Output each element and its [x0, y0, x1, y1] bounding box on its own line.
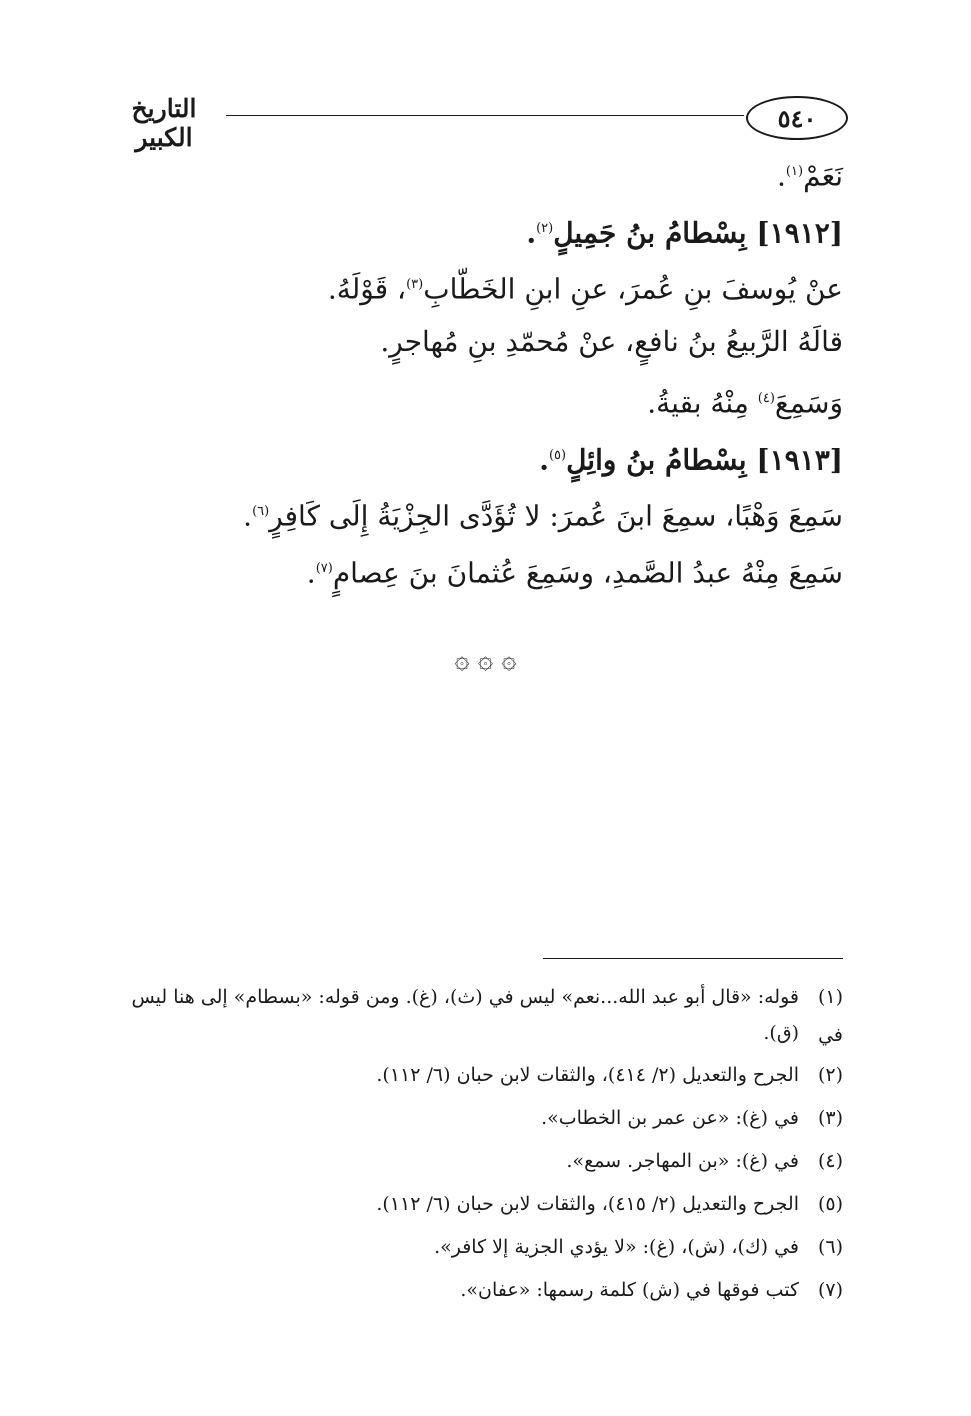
- header-rule: [226, 115, 744, 116]
- text: ، قَوْلَهُ.: [327, 272, 407, 306]
- text-line-1: [123, 150, 843, 198]
- entry-number: [١٩١٢]: [756, 216, 843, 250]
- page-header: [108, 92, 848, 152]
- text: نَعَمْ: [803, 159, 843, 193]
- footnote-text: في (ك)، (ش)، (غ): «لا يؤدي الجزية إلا كافر».: [434, 1236, 799, 1258]
- text-line-3: [123, 263, 843, 311]
- footnote-3: [103, 1099, 843, 1137]
- text-line-4: قالَهُ الرَّبيعُ بنُ نافعٍ، عنْ مُحمّدِ بنِ مُهاجرٍ.: [380, 325, 843, 358]
- footnote-number: (٤): [817, 1150, 843, 1172]
- footnote-text: الجرح والتعديل (٢/ ٤١٤)، والثقات لابن حبان (٦/ ١١٢).: [376, 1064, 799, 1086]
- text: سَمِعَ مِنْهُ عبدُ الصَّمدِ، وسَمِعَ عُثمانَ بنَ عِصامٍ: [332, 556, 843, 590]
- footnote-number: (٥): [817, 1193, 843, 1215]
- footnote-7: [103, 1271, 843, 1309]
- footnote-4: [103, 1142, 843, 1180]
- footnote-ref[interactable]: (٢): [536, 221, 554, 236]
- text-line-7: [123, 490, 843, 538]
- footnote-ref[interactable]: (٧): [315, 561, 333, 576]
- footnote-2: [103, 1056, 843, 1094]
- footnote-ref[interactable]: (٦): [252, 504, 270, 519]
- text: سَمِعَ وَهْبًا، سمِعَ ابنَ عُمرَ: لا تُؤَدَّى الجِزْيَةُ إِلَى كَافِرٍ: [269, 499, 843, 533]
- footnote-number: (٦): [817, 1236, 843, 1258]
- footnote-text: الجرح والتعديل (٢/ ٤١٥)، والثقات لابن حبان (٦/ ١١٢).: [376, 1193, 799, 1215]
- book-title: التاريخ الكبير: [131, 94, 197, 152]
- section-ornament: ۞ ۞ ۞: [454, 645, 517, 675]
- footnote-text: في (غ): «بن المهاجر. سمع».: [566, 1150, 799, 1172]
- footnote-number: (١): [817, 986, 843, 1008]
- punct: .: [306, 556, 316, 590]
- punct: .: [243, 499, 253, 533]
- entry-name: بِسْطامُ بنُ وائِلٍ: [566, 443, 747, 477]
- footnote-5: [103, 1185, 843, 1223]
- entry-heading-1912: [123, 207, 843, 255]
- page-number: ٥٤٠: [746, 96, 848, 140]
- footnote-1-cont: [103, 1014, 843, 1052]
- entry-name: بِسْطامُ بنُ جَمِيلٍ: [553, 216, 747, 250]
- punct: .: [777, 159, 786, 193]
- footnote-text: في (غ): «عن عمر بن الخطاب».: [541, 1107, 799, 1129]
- footnote-number: (٣): [817, 1107, 843, 1129]
- footnote-ref[interactable]: (٣): [406, 277, 424, 292]
- text: وَسَمِعَ: [774, 386, 843, 420]
- footnote-text: كتب فوقها في (ش) كلمة رسمها: «عفان».: [460, 1279, 799, 1301]
- footnote-number: (٢): [817, 1064, 843, 1086]
- footnote-number: (٧): [817, 1279, 843, 1301]
- text-line-5: [123, 377, 843, 425]
- footnote-text: (ق).: [763, 1022, 799, 1044]
- punct: .: [526, 216, 537, 250]
- entry-number: [١٩١٣]: [756, 443, 843, 477]
- footnote-ref[interactable]: (١): [785, 164, 804, 179]
- entry-heading-1913: [123, 434, 843, 482]
- text: مِنْهُ بقيةُ.: [647, 386, 758, 420]
- text: عنْ يُوسفَ بنِ عُمرَ، عنِ ابنِ الخَطّابِ: [423, 272, 843, 306]
- text-line-8: [123, 547, 843, 595]
- footnote-rule: [543, 958, 843, 959]
- footnote-6: [103, 1228, 843, 1266]
- footnote-text: قوله: «قال أبو عبد الله...نعم» ليس في (ث)، (غ). ومن قوله: «بسطام» إلى هنا ليس في: [131, 986, 843, 1046]
- footnote-ref[interactable]: (٤): [757, 391, 775, 406]
- footnote-ref[interactable]: (٥): [548, 448, 567, 463]
- punct: .: [539, 443, 549, 477]
